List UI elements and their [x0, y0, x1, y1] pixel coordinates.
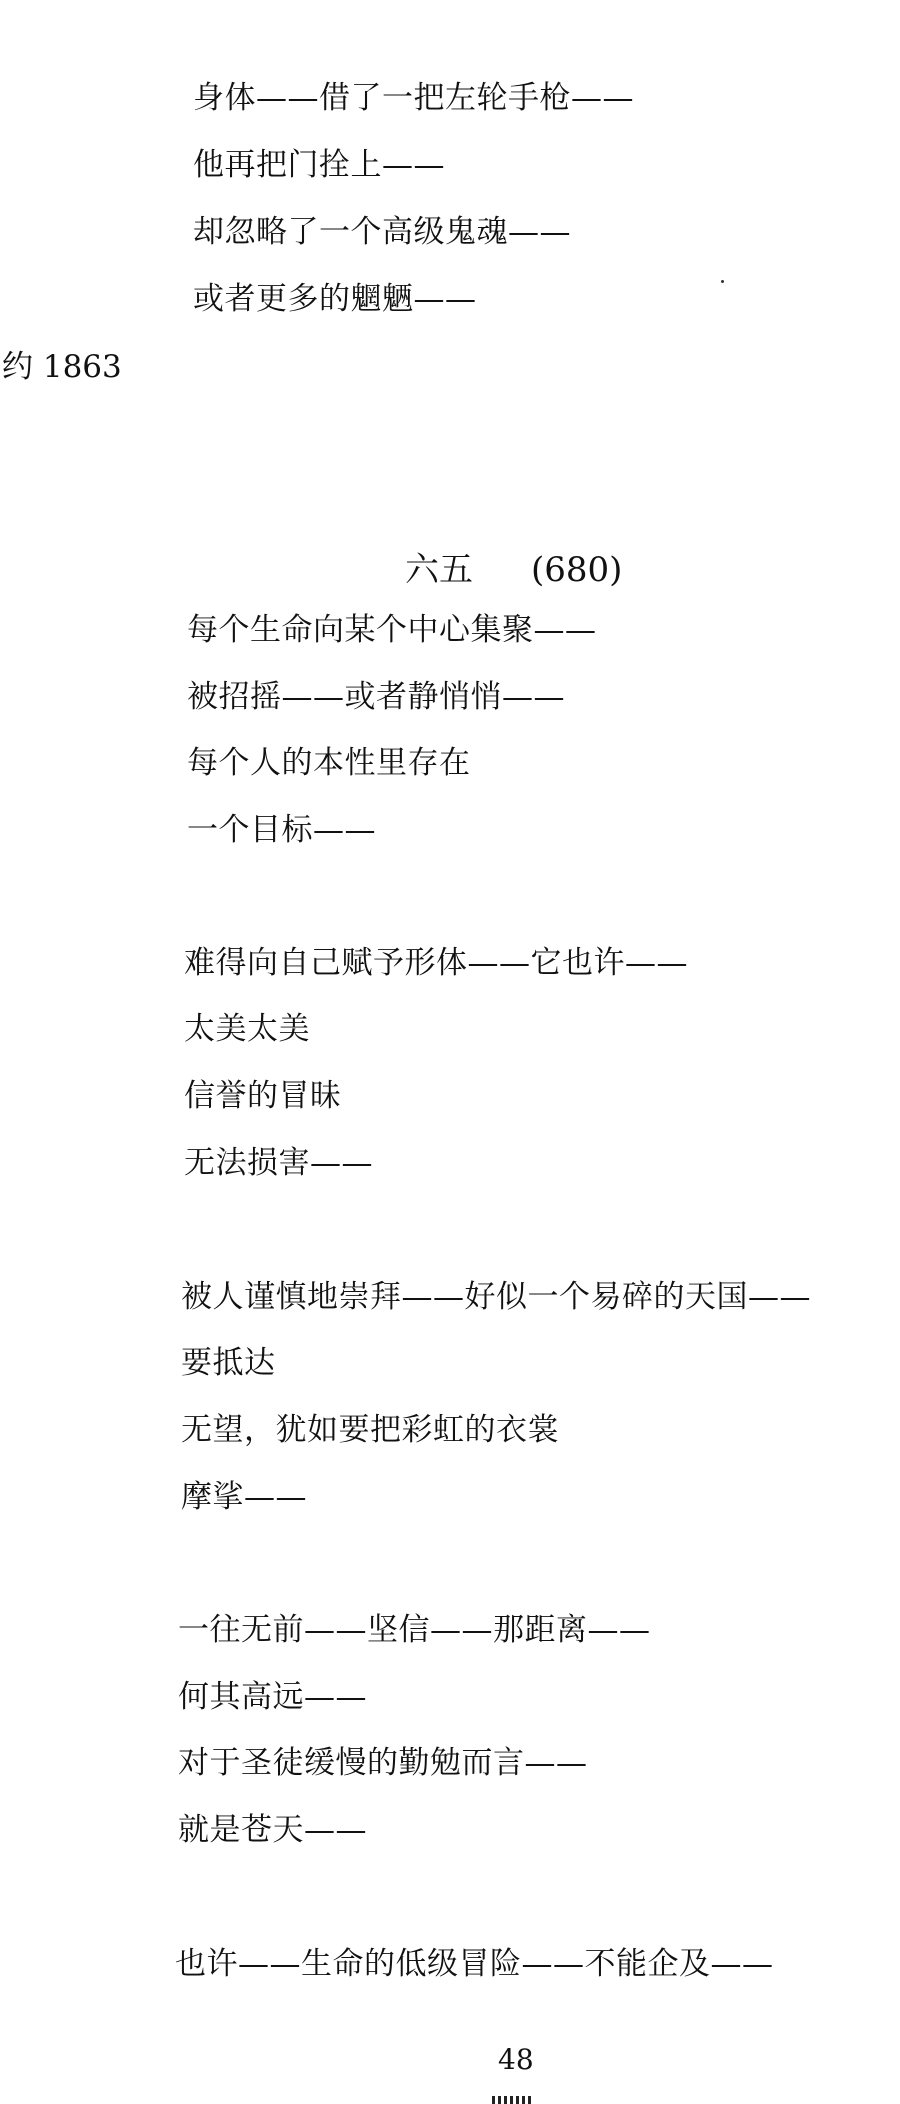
poem-line: 要抵达: [181, 1345, 276, 1381]
poem-line: 无法损害——: [184, 1145, 373, 1181]
poem-line: 就是苍天——: [178, 1812, 367, 1848]
poem-line: 何其高远——: [178, 1679, 367, 1715]
poem-line: 无望，犹如要把彩虹的衣裳: [181, 1412, 559, 1448]
poem-line: 身体——借了一把左轮手枪——: [193, 80, 634, 116]
poem-line: 也许——生命的低级冒险——不能企及——: [175, 1946, 774, 1982]
poem-line: 信誉的冒昧: [184, 1078, 342, 1114]
poem-line: 他再把门拴上——: [193, 147, 445, 183]
poem-number: 六五: [405, 550, 473, 590]
poem-line: 却忽略了一个高级鬼魂——: [193, 214, 571, 250]
poem-line: 每个人的本性里存在: [187, 745, 471, 781]
poem-line: 或者更多的魍魉——: [193, 281, 477, 317]
poem-line: 摩挲——: [181, 1479, 307, 1515]
poem-line: 一个目标——: [187, 812, 376, 848]
poem-line: 难得向自己赋予形体——它也许——: [184, 945, 688, 981]
poem-catalog-number: (680): [531, 550, 623, 590]
poem-line: 被人谨慎地崇拜——好似一个易碎的天国——: [181, 1279, 811, 1315]
page-number: 48: [498, 2043, 534, 2076]
poem-line: 一往无前——坚信——那距离——: [178, 1612, 651, 1648]
poem-line: 每个生命向某个中心集聚——: [187, 612, 597, 648]
scan-speck: [721, 280, 724, 283]
poem-heading: [405, 548, 622, 592]
poem-line: 太美太美: [184, 1011, 310, 1047]
poem-line: 被招摇——或者静悄悄——: [187, 679, 565, 715]
poem-date: 约 1863: [2, 349, 122, 385]
poem-line: 对于圣徒缓慢的勤勉而言——: [178, 1745, 588, 1781]
scan-edge-mark: [492, 2096, 534, 2104]
